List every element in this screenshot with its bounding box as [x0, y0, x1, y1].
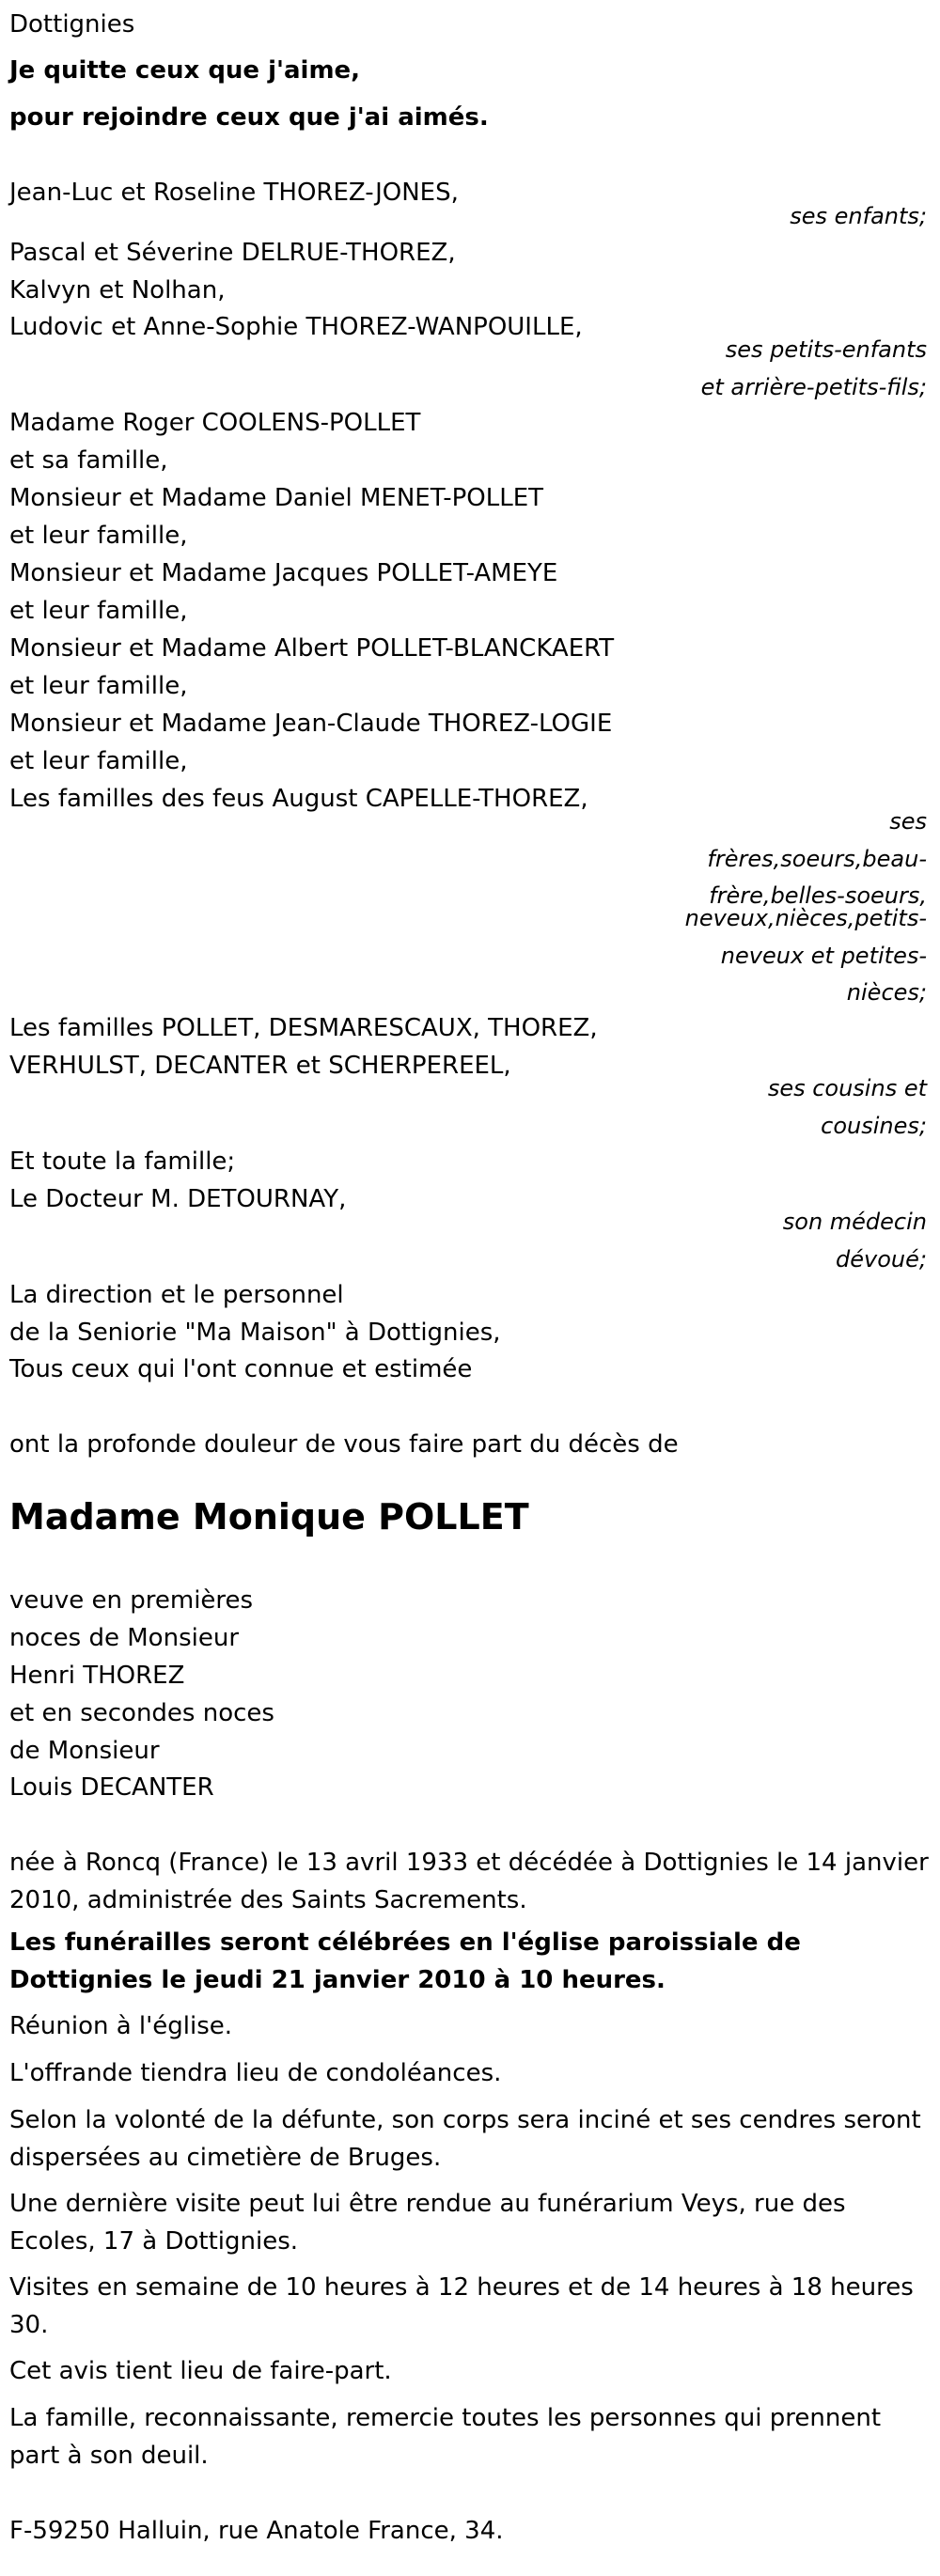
widow-line: et en secondes noces	[9, 1699, 274, 1727]
relation-label: frère,belles-soeurs,	[709, 882, 927, 909]
relation-label: neveux et petites-	[720, 943, 927, 969]
family-line: et leur famille,	[9, 672, 188, 700]
family-line: Madame Roger COOLENS-POLLET	[9, 409, 421, 437]
family-line: Kalvyn et Nolhan,	[9, 276, 226, 304]
visit-hours-paragraph: Visites en semaine de 10 heures à 12 heures et de 14 heures à 18 heures 30.	[9, 2273, 914, 2339]
visit-paragraph: Une dernière visite peut lui être rendue au funérarium Veys, rue des Ecoles, 17 à Dottignies.	[9, 2190, 846, 2256]
announcement-text: ont la profonde douleur de vous faire part du décès de	[9, 1430, 679, 1459]
family-line: et sa famille,	[9, 446, 168, 475]
family-line: La direction et le personnel	[9, 1281, 344, 1309]
funeral-paragraph: Les funérailles seront célébrées en l'église paroissiale de Dottignies le jeudi 21 janvier 2010 à 10 heures.	[9, 1928, 801, 1994]
cremation-paragraph: Selon la volonté de la défunte, son corps sera inciné et ses cendres seront dispersées au cimetière de Bruges.	[9, 2106, 921, 2172]
address-line: F-59250 Halluin, rue Anatole France, 34.	[9, 2517, 504, 2545]
offering-paragraph: L'offrande tiendra lieu de condoléances.	[9, 2059, 502, 2087]
birth-death-paragraph: née à Roncq (France) le 13 avril 1933 et décédée à Dottignies le 14 janvier 2010, administrée des Saints Sacrements.	[9, 1849, 929, 1914]
relation-label: nièces;	[846, 979, 927, 1006]
widow-line: Louis DECANTER	[9, 1773, 214, 1802]
relation-label: ses	[889, 808, 927, 835]
family-line: Et toute la famille;	[9, 1147, 236, 1176]
family-line: et leur famille,	[9, 522, 188, 550]
relation-label: ses cousins et	[767, 1075, 927, 1101]
family-line: et leur famille,	[9, 597, 188, 625]
relation-label: ses petits-enfants	[725, 336, 927, 363]
family-line: de la Seniorie "Ma Maison" à Dottignies,	[9, 1319, 501, 1347]
family-line: Jean-Luc et Roseline THOREZ-JONES,	[9, 179, 459, 207]
meeting-paragraph: Réunion à l'église.	[9, 2012, 233, 2040]
widow-line: veuve en premières	[9, 1586, 254, 1615]
verse-line-1: Je quitte ceux que j'aime,	[9, 56, 361, 85]
relation-label: son médecin	[782, 1209, 927, 1235]
family-line: Monsieur et Madame Albert POLLET-BLANCKAERT	[9, 634, 615, 663]
family-line: Monsieur et Madame Daniel MENET-POLLET	[9, 484, 544, 512]
relation-label: et arrière-petits-fils;	[700, 374, 927, 400]
relation-label: neveux,nièces,petits-	[684, 905, 927, 931]
family-line: et leur famille,	[9, 747, 188, 775]
relation-label: ses enfants;	[790, 203, 927, 229]
relation-label: frères,soeurs,beau-	[707, 846, 927, 872]
verse-line-2: pour rejoindre ceux que j'ai aimés.	[9, 103, 489, 132]
family-line: Les familles des feus August CAPELLE-THOREZ,	[9, 785, 588, 813]
family-line: Tous ceux qui l'ont connue et estimée	[9, 1355, 473, 1383]
widow-line: noces de Monsieur	[9, 1624, 240, 1652]
thanks-paragraph: La famille, reconnaissante, remercie toutes les personnes qui prennent part à son deuil.	[9, 2404, 882, 2470]
family-line: Monsieur et Madame Jean-Claude THOREZ-LOGIE	[9, 710, 613, 738]
widow-line: Henri THOREZ	[9, 1662, 185, 1690]
family-line: Le Docteur M. DETOURNAY,	[9, 1185, 347, 1213]
family-line: Les familles POLLET, DESMARESCAUX, THOREZ,	[9, 1014, 598, 1042]
deceased-name: Madame Monique POLLET	[9, 1496, 529, 1538]
notice-paragraph: Cet avis tient lieu de faire-part.	[9, 2357, 392, 2385]
family-line: VERHULST, DECANTER et SCHERPEREEL,	[9, 1052, 511, 1080]
relation-label: cousines;	[821, 1113, 927, 1139]
family-line: Monsieur et Madame Jacques POLLET-AMEYE	[9, 559, 558, 587]
widow-line: de Monsieur	[9, 1737, 160, 1765]
place-heading: Dottignies	[9, 10, 135, 39]
relation-label: dévoué;	[836, 1246, 927, 1272]
family-line: Ludovic et Anne-Sophie THOREZ-WANPOUILLE,	[9, 313, 583, 341]
family-line: Pascal et Séverine DELRUE-THOREZ,	[9, 239, 456, 267]
